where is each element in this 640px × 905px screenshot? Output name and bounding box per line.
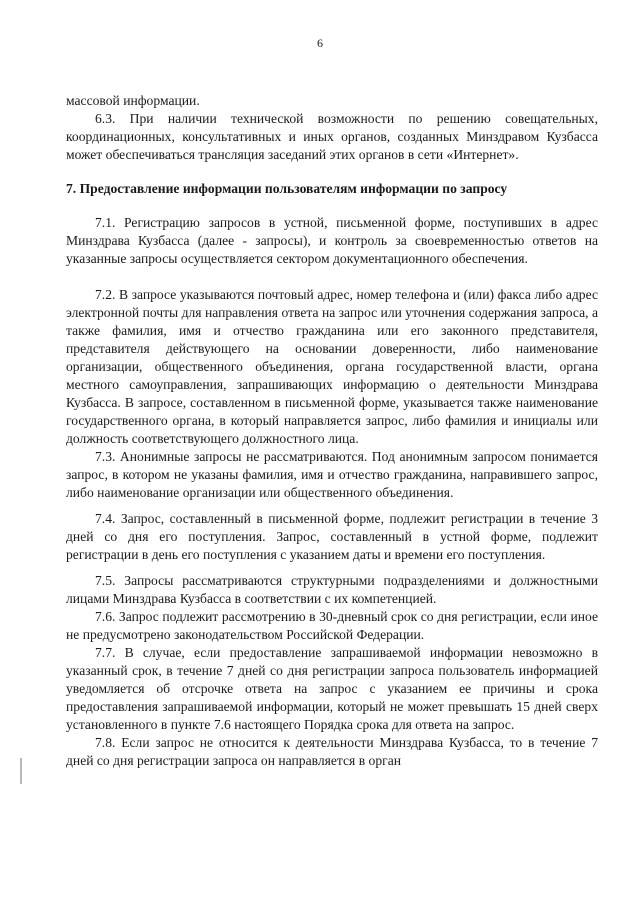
paragraph-7-8: 7.8. Если запрос не относится к деятельности Минздрава Кузбасса, то в течение 7 дней со дня регистрации запроса он направляется в орган [66, 735, 598, 768]
paragraph-continuation: массовой информации. [66, 93, 200, 108]
paragraph-7-7: 7.7. В случае, если предоставление запрашиваемой информации невозможно в указанный срок, в течение 7 дней со дня регистрации запроса пользователь информацией уведомляется об отсрочке ответа на запрос с указанием ее причины и срока предоставления запрашиваемой информации, который не может превышать 15 дней сверх установленного в пункте 7.6 настоящего Порядка срока для ответа на запрос. [66, 645, 598, 732]
paragraph-6-3: 6.3. При наличии технической возможности по решению совещательных, координационных, консультативных и иных органов, созданных Минздравом Кузбасса может обеспечиваться трансляция заседаний этих органов в сети «Интернет». [66, 111, 598, 162]
paragraph-7-3: 7.3. Анонимные запросы не рассматриваются. Под анонимным запросом понимается запрос, в котором не указаны фамилия, имя и отчество гражданина, направившего запрос, либо наименование организации или общественного объединения. [66, 449, 598, 500]
paragraph-7-5: 7.5. Запросы рассматриваются структурными подразделениями и должностными лицами Минздрава Кузбасса в соответствии с их компетенцией. [66, 573, 598, 606]
paragraph-7-2: 7.2. В запросе указываются почтовый адрес, номер телефона и (или) факса либо адрес электронной почты для направления ответа на запрос или уточнения содержания запроса, а также фамилия, имя и отчество гражданина или его законного представителя, представителя действующего на основании доверенности, либо наименование организации, общественного объединения, органа государственной власти, органа местного самоуправления, запрашивающих информацию о деятельности Минздрава Кузбасса. В запросе, составленном в письменной форме, указывается также наименование государственного органа, в который направляется запрос, либо фамилия и инициалы или должность соответствующего должностного лица. [66, 287, 598, 446]
paragraph-7-6: 7.6. Запрос подлежит рассмотрению в 30-дневный срок со дня регистрации, если иное не предусмотрено законодательством Российской Федерации. [66, 609, 598, 642]
document-body [66, 92, 598, 770]
paragraph-7-1: 7.1. Регистрацию запросов в устной, письменной форме, поступивших в адрес Минздрава Кузбасса (далее - запросы), и контроль за своевременностью ответов на указанные запросы осуществляется сектором документационного обеспечения. [66, 215, 598, 266]
scan-edge-mark [20, 758, 22, 784]
paragraph-7-4: 7.4. Запрос, составленный в письменной форме, подлежит регистрации в течение 3 дней со дня его поступления. Запрос, составленный в устной форме, подлежит регистрации в день его поступления с указанием даты и времени его поступления. [66, 511, 598, 562]
section-heading-7: 7. Предоставление информации пользователям информации по запросу [66, 181, 508, 196]
page-number: 6 [317, 36, 323, 50]
